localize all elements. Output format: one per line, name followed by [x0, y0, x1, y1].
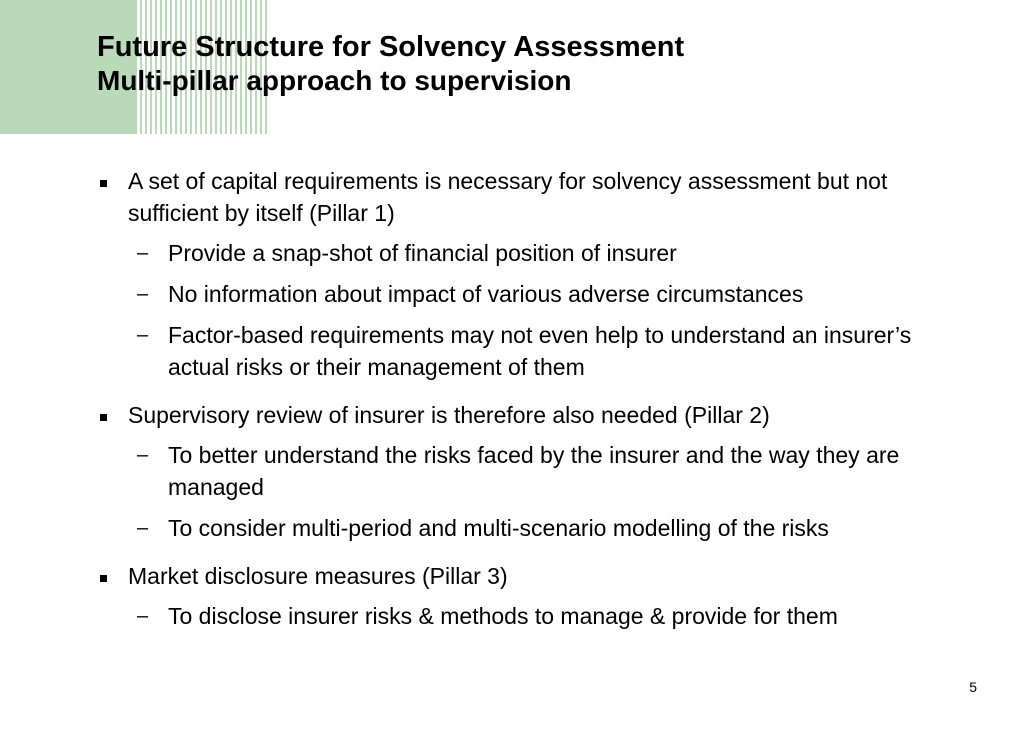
- bullet-text: Market disclosure measures (Pillar 3): [128, 563, 508, 589]
- slide-content: [97, 165, 977, 641]
- dash-bullet-icon: –: [137, 517, 149, 539]
- sub-bullet-item: [97, 319, 977, 383]
- sub-bullet-list: [97, 439, 977, 544]
- dash-bullet-icon: –: [137, 444, 149, 466]
- sub-bullet-text: To disclose insurer risks & methods to manage & provide for them: [168, 603, 838, 629]
- dash-bullet-icon: –: [137, 605, 149, 627]
- sub-bullet-text: To better understand the risks faced by the insurer and the way they are managed: [168, 442, 900, 500]
- sub-bullet-item: [97, 600, 977, 632]
- sub-bullet-list: [97, 237, 977, 383]
- bullet-item: [97, 560, 977, 592]
- sub-bullet-item: [97, 439, 977, 503]
- bullet-item: [97, 165, 977, 229]
- bullet-text: A set of capital requirements is necessary for solvency assessment but not sufficient by itself (Pillar 1): [128, 168, 888, 226]
- sub-bullet-item: [97, 512, 977, 544]
- sub-bullet-item: [97, 278, 977, 310]
- slide-header: [97, 30, 684, 98]
- sub-bullet-text: Provide a snap-shot of financial position of insurer: [168, 240, 677, 266]
- dash-bullet-icon: –: [137, 324, 149, 346]
- dash-bullet-icon: –: [137, 242, 149, 264]
- page-number: 5: [969, 679, 977, 695]
- slide-subtitle: Multi-pillar approach to supervision: [97, 65, 572, 96]
- sub-bullet-item: [97, 237, 977, 269]
- square-bullet-icon: [100, 414, 107, 421]
- sub-bullet-text: To consider multi-period and multi-scenario modelling of the risks: [168, 515, 829, 541]
- sub-bullet-text: No information about impact of various adverse circumstances: [168, 281, 804, 307]
- square-bullet-icon: [100, 575, 107, 582]
- slide-title: Future Structure for Solvency Assessment: [97, 31, 685, 63]
- dash-bullet-icon: –: [137, 283, 149, 305]
- square-bullet-icon: [100, 180, 107, 187]
- bullet-text: Supervisory review of insurer is therefore also needed (Pillar 2): [128, 402, 770, 428]
- bullet-item: [97, 399, 977, 431]
- sub-bullet-list: [97, 600, 977, 632]
- sub-bullet-text: Factor-based requirements may not even help to understand an insurer’s actual risks or their management of them: [168, 322, 912, 380]
